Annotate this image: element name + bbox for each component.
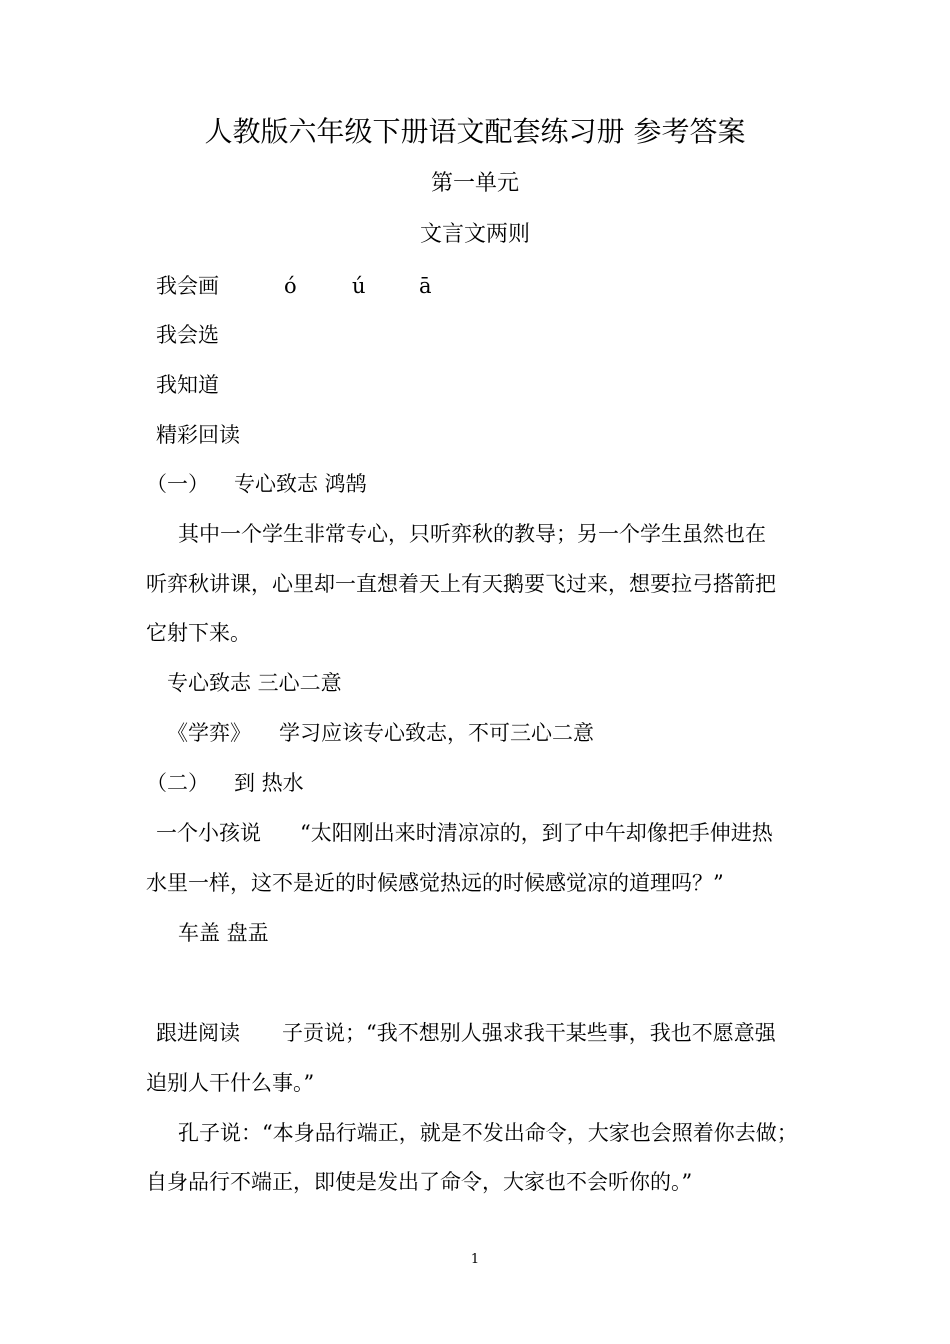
part1-idioms: 专心致志 三心二意 <box>167 671 342 695</box>
section-draw <box>156 273 219 299</box>
lesson-heading: 文言文两则 <box>419 222 530 247</box>
document-title: 人教版六年级下册语文配套练习册 参考答案 <box>204 115 746 148</box>
section-choose-label: 我会选 <box>156 323 219 347</box>
part1-paragraph-line-1: 其中一个学生非常专心，只听弈秋的教导；另一个学生虽然也在 <box>178 522 766 546</box>
part2-paragraph-lead: 一个小孩说 <box>156 821 261 845</box>
part2-paragraph-line-2: 水里一样，这不是近的时候感觉热远的时候感觉凉的道理吗？” <box>146 871 724 895</box>
part2-words: 到 热水 <box>234 771 304 795</box>
part2-label: （二） <box>146 771 209 795</box>
draw-answer-1: ó <box>284 274 297 298</box>
follow-line-1: 子贡说；“我不想别人强求我干某些事，我也不愿意强 <box>282 1021 776 1045</box>
draw-answer-3: ā <box>419 274 432 298</box>
section-know-label: 我知道 <box>156 373 219 397</box>
draw-answer-2: ú <box>352 274 366 298</box>
section-reread-label: 精彩回读 <box>156 423 240 447</box>
page-number: 1 <box>470 1252 480 1267</box>
part1-moral: 学习应该专心致志，不可三心二意 <box>279 721 594 745</box>
part2-paragraph-line-1: “太阳刚出来时清凉凉的，到了中午却像把手伸进热 <box>300 821 773 845</box>
follow-label: 跟进阅读 <box>156 1021 240 1045</box>
follow-line-3: 孔子说：“本身品行端正，就是不发出命令，大家也会照着你去做； <box>178 1121 798 1145</box>
part2-words-2: 车盖 盘盂 <box>178 921 269 945</box>
follow-line-4: 自身品行不端正，即使是发出了命令，大家也不会听你的。” <box>146 1170 693 1194</box>
section-draw-label: 我会画 <box>156 274 219 298</box>
part1-label: （一） <box>146 472 209 496</box>
unit-heading: 第一单元 <box>430 171 519 196</box>
part1-paragraph-line-2: 听弈秋讲课，心里却一直想着天上有天鹅要飞过来，想要拉弓搭箭把 <box>146 572 776 596</box>
part1-book-title: 《学弈》 <box>167 721 251 745</box>
follow-line-2: 迫别人干什么事。” <box>146 1071 315 1095</box>
part1-words: 专心致志 鸿鹄 <box>234 472 367 496</box>
part1-paragraph-line-3: 它射下来。 <box>146 621 251 645</box>
